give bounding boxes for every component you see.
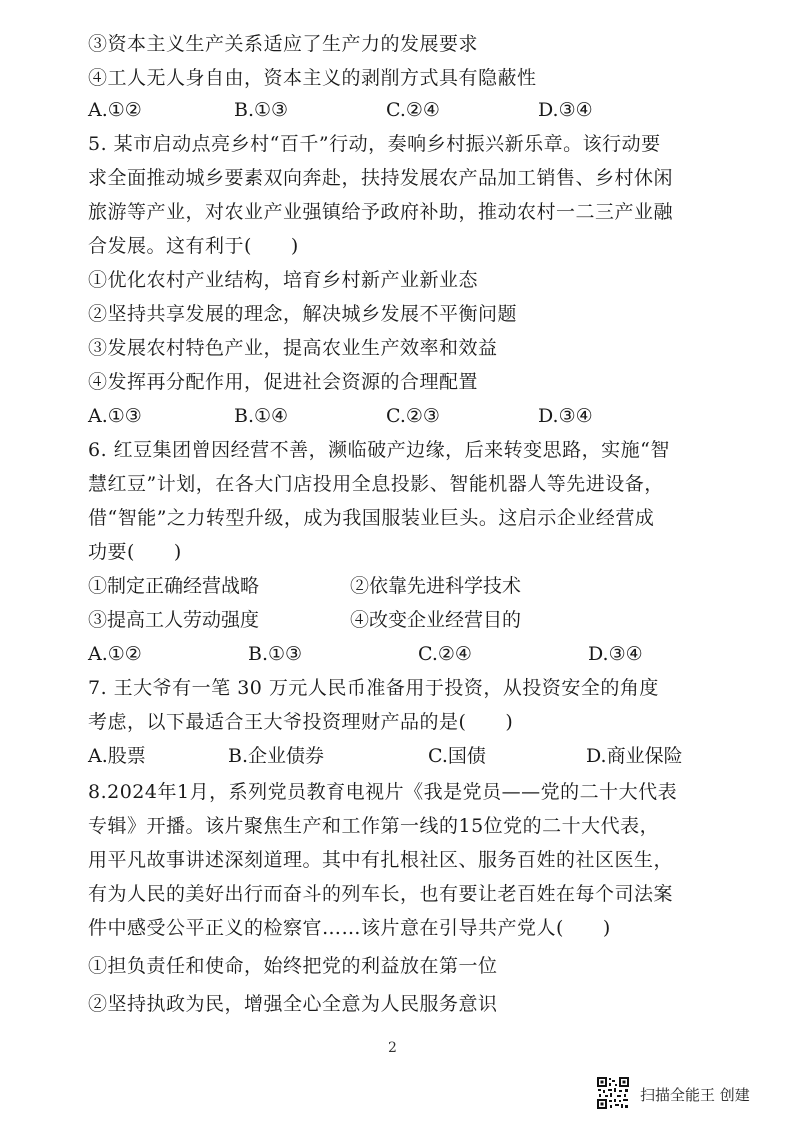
option-b: B.①④ (234, 405, 289, 427)
question-8-text: 用平凡故事讲述深刻道理。其中有扎根社区、服务百姓的社区医生， (88, 849, 674, 871)
question-6-text: 慧红豆”计划，在各大门店投用全息投影、智能机器人等先进设备， (88, 473, 664, 495)
page-number: 2 (388, 1040, 397, 1056)
option-b: B.企业债券 (228, 745, 325, 767)
question-5-text: 5. 某市启动点亮乡村“百千”行动，奏响乡村振兴新乐章。该行动要 (88, 133, 661, 155)
statement-item: ④发挥再分配作用，促进社会资源的合理配置 (88, 371, 479, 393)
q4-options (88, 98, 708, 122)
option-a: A.①③ (88, 405, 142, 427)
option-c: C.②③ (386, 405, 440, 427)
option-b: B.①③ (234, 99, 289, 121)
option-b: B.①③ (248, 643, 303, 665)
question-8-text: 专辑》开播。该片聚焦生产和工作第一线的15位党的二十大代表， (88, 815, 660, 837)
option-d: D.③④ (538, 405, 593, 427)
question-5-text: 旅游等产业，对农业产业强镇给予政府补助，推动农村一二三产业融 (88, 201, 674, 223)
text-line: ④工人无人身自由，资本主义的剥削方式具有隐蔽性 (88, 67, 537, 89)
question-6-text: 功要( ) (88, 541, 182, 563)
q6-items-row (88, 608, 708, 632)
statement-item: ①制定正确经营战略 (88, 575, 260, 597)
question-8-text: 件中感受公平正义的检察官……该片意在引导共产党人( ) (88, 917, 611, 939)
statement-item: ②坚持执政为民，增强全心全意为人民服务意识 (88, 993, 498, 1015)
option-d: D.商业保险 (586, 745, 683, 767)
option-a: A.①② (88, 99, 142, 121)
option-a: A.股票 (88, 745, 146, 767)
statement-item: ④改变企业经营目的 (350, 609, 522, 631)
question-8-text: 有为人民的美好出行而奋斗的列车长，也有要让老百姓在每个司法案 (88, 883, 674, 905)
question-8-text: 8.2024年1月，系列党员教育电视片《我是党员——党的二十大代表 (88, 781, 678, 803)
option-c: C.②④ (418, 643, 472, 665)
question-5-text: 合发展。这有利于( ) (88, 235, 299, 257)
statement-item: ②依靠先进科学技术 (350, 575, 522, 597)
statement-item: ①担负责任和使命，始终把党的利益放在第一位 (88, 955, 498, 977)
scanner-watermark (596, 1076, 786, 1112)
question-6-text: 6. 红豆集团曾因经营不善，濒临破产边缘，后来转变思路，实施“智 (88, 439, 670, 461)
option-a: A.①② (88, 643, 142, 665)
question-6-text: 借“智能”之力转型升级，成为我国服装业巨头。这启示企业经营成 (88, 507, 655, 529)
q7-options (88, 744, 708, 768)
q6-options (88, 642, 708, 666)
statement-item: ③提高工人劳动强度 (88, 609, 260, 631)
statement-item: ②坚持共享发展的理念，解决城乡发展不平衡问题 (88, 303, 518, 325)
option-d: D.③④ (538, 99, 593, 121)
text-line: ③资本主义生产关系适应了生产力的发展要求 (88, 33, 479, 55)
option-d: D.③④ (588, 643, 643, 665)
qr-code-icon (596, 1076, 630, 1110)
statement-item: ①优化农村产业结构，培育乡村新产业新业态 (88, 269, 479, 291)
watermark-text: 扫描全能王 创建 (640, 1086, 750, 1104)
q5-options (88, 404, 708, 428)
q6-items-row (88, 574, 708, 598)
question-7-text: 考虑，以下最适合王大爷投资理财产品的是( ) (88, 711, 514, 733)
question-7-text: 7. 王大爷有一笔 30 万元人民币准备用于投资，从投资安全的角度 (88, 677, 659, 699)
option-c: C.国债 (428, 745, 486, 767)
statement-item: ③发展农村特色产业，提高农业生产效率和效益 (88, 337, 498, 359)
option-c: C.②④ (386, 99, 440, 121)
question-5-text: 求全面推动城乡要素双向奔赴，扶持发展农产品加工销售、乡村休闲 (88, 167, 674, 189)
